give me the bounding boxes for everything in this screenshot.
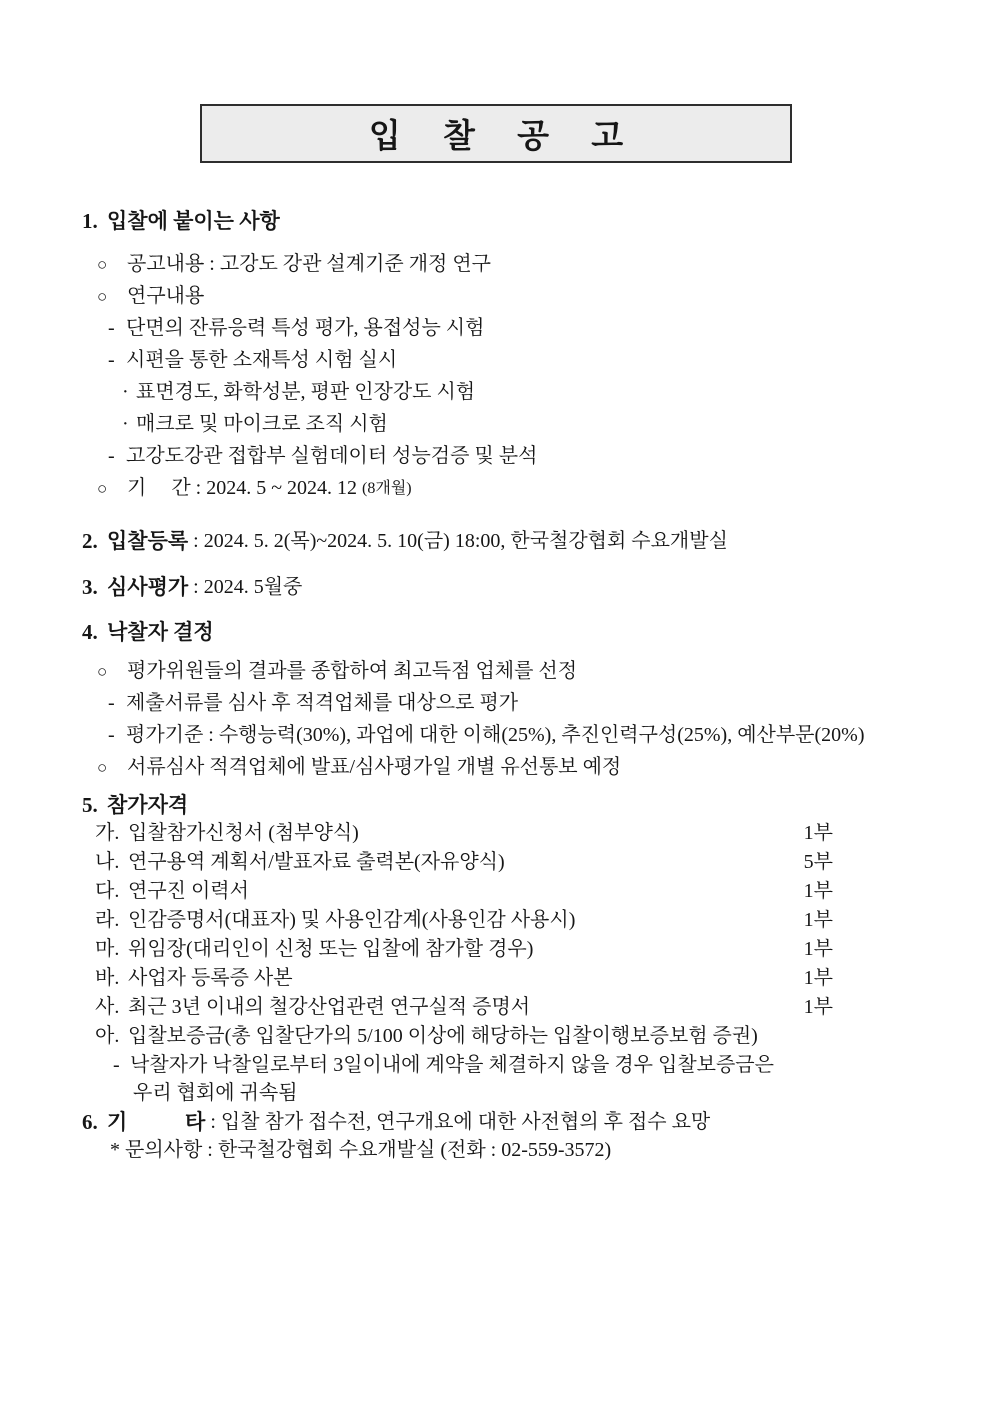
- section-2-number: 2.: [82, 529, 98, 553]
- dash-bullet: -: [108, 445, 115, 467]
- row-copies: 1부: [803, 880, 833, 902]
- list-item: [97, 660, 992, 683]
- section-3-heading: [82, 576, 992, 599]
- list-item: [108, 349, 992, 372]
- row-label: 사.: [95, 996, 120, 1018]
- section-5-title: 참가자격: [107, 793, 189, 817]
- list-item-text: 기 간 : 2024. 5 ~ 2024. 12: [127, 477, 363, 499]
- list-item-text: 단면의 잔류응력 특성 평가, 용접성능 시험: [126, 317, 485, 339]
- dash-bullet: -: [108, 724, 115, 746]
- qualification-row: [95, 938, 992, 961]
- section-2-value: : 2024. 5. 2(목)~2024. 5. 10(금) 18:00, 한국철강협회 수요개발실: [188, 530, 728, 552]
- row-text: 위임장(대리인이 신청 또는 입찰에 참가할 경우): [128, 938, 534, 960]
- list-item-text: 제출서류를 심사 후 적격업체를 대상으로 평가: [126, 692, 519, 714]
- section-3-value: : 2024. 5월중: [188, 576, 303, 598]
- list-item-text: 공고내용 : 고강도 강관 설계기준 개정 연구: [127, 253, 491, 275]
- row-copies: 1부: [803, 909, 833, 931]
- circle-bullet: ○: [97, 662, 108, 681]
- row-copies: 5부: [803, 851, 833, 873]
- section-5-heading: [82, 794, 992, 817]
- row-label: 마.: [95, 938, 120, 960]
- section-6-title: 기 타: [107, 1110, 206, 1134]
- row-text: 인감증명서(대표자) 및 사용인감계(사용인감 사용시): [128, 909, 576, 931]
- circle-bullet: ○: [97, 758, 108, 777]
- row-label: 아.: [95, 1025, 120, 1047]
- list-item: [108, 724, 992, 747]
- list-item: [97, 285, 992, 308]
- list-item-text: 표면경도, 화학성분, 평판 인장강도 시험: [136, 381, 476, 403]
- row-label: 라.: [95, 909, 120, 931]
- section-2-title: 입찰등록: [107, 529, 189, 553]
- list-item: [122, 413, 992, 436]
- circle-bullet: ○: [97, 479, 108, 498]
- row-copies: 1부: [803, 822, 833, 844]
- dash-bullet: -: [113, 1054, 120, 1076]
- list-item: [97, 756, 992, 779]
- dash-bullet: -: [108, 317, 115, 339]
- row-copies: 1부: [803, 938, 833, 960]
- row-label: 나.: [95, 851, 120, 873]
- list-item: [97, 253, 992, 276]
- qualification-row: [95, 967, 992, 990]
- section-3-title: 심사평가: [107, 575, 189, 599]
- row-text: 최근 3년 이내의 철강산업관련 연구실적 증명서: [128, 996, 531, 1018]
- qualification-row: [95, 909, 992, 932]
- section-6-heading: [82, 1111, 992, 1134]
- section-6-number: 6.: [82, 1110, 98, 1134]
- row-copies: [740, 1025, 833, 1048]
- list-item-text: 시편을 통한 소재특성 시험 실시: [126, 349, 398, 371]
- qualification-row: [95, 822, 992, 845]
- section-1-number: 1.: [82, 209, 98, 233]
- qualification-row: [95, 851, 992, 874]
- list-item: [108, 692, 992, 715]
- section-4-number: 4.: [82, 620, 98, 644]
- title-box: [200, 104, 792, 163]
- contact-text: * 문의사항 : 한국철강협회 수요개발실 (전화 : 02-559-3572): [110, 1139, 612, 1161]
- row-label: 다.: [95, 880, 120, 902]
- section-1-heading: [82, 210, 992, 233]
- list-item: [108, 317, 992, 340]
- section-4-title: 낙찰자 결정: [107, 620, 214, 644]
- dot-bullet: ·: [122, 413, 129, 435]
- deposit-forfeit-note-continued: [133, 1082, 992, 1105]
- dash-bullet: -: [108, 349, 115, 371]
- section-1-title: 입찰에 붙이는 사항: [107, 209, 280, 233]
- row-text: 입찰참가신청서 (첨부양식): [128, 822, 359, 844]
- row-text: 연구용역 계획서/발표자료 출력본(자유양식): [128, 851, 505, 873]
- duration-note: (8개월): [362, 480, 412, 497]
- section-6-value: : 입찰 참가 접수전, 연구개요에 대한 사전협의 후 접수 요망: [205, 1111, 711, 1133]
- row-copies: 1부: [803, 967, 833, 989]
- row-text: 연구진 이력서: [128, 880, 249, 902]
- list-item-text: 연구내용: [127, 285, 205, 307]
- list-item-text: 고강도강관 접합부 실험데이터 성능검증 및 분석: [126, 445, 538, 467]
- list-item: [122, 381, 992, 404]
- row-label: 가.: [95, 822, 120, 844]
- section-2-heading: [82, 530, 992, 553]
- circle-bullet: ○: [97, 287, 108, 306]
- list-item-text: 평가기준 : 수행능력(30%), 과업에 대한 이해(25%), 추진인력구성(25%), 예산부문(20%): [126, 724, 865, 746]
- qualification-row: [95, 1025, 992, 1048]
- qualification-row: [95, 880, 992, 903]
- list-item-text: 서류심사 적격업체에 발표/심사평가일 개별 유선통보 예정: [127, 756, 622, 778]
- list-item: [108, 445, 992, 468]
- contact-info: [110, 1139, 992, 1162]
- note-text-line2: 우리 협회에 귀속됨: [133, 1082, 298, 1104]
- row-text: 사업자 등록증 사본: [128, 967, 293, 989]
- row-text: 입찰보증금(총 입찰단가의 5/100 이상에 해당하는 입찰이행보증보험 증권): [128, 1025, 758, 1047]
- section-4-heading: [82, 621, 992, 644]
- row-copies: 1부: [803, 996, 833, 1018]
- list-item: [97, 477, 992, 500]
- note-text-line1: 낙찰자가 낙찰일로부터 3일이내에 계약을 체결하지 않을 경우 입찰보증금은: [130, 1054, 774, 1076]
- dot-bullet: ·: [122, 381, 129, 403]
- section-5-number: 5.: [82, 793, 98, 817]
- page-title: 입 찰 공 고: [368, 119, 641, 155]
- circle-bullet: ○: [97, 255, 108, 274]
- row-label: 바.: [95, 967, 120, 989]
- list-item-text: 매크로 및 마이크로 조직 시험: [136, 413, 388, 435]
- dash-bullet: -: [108, 692, 115, 714]
- qualification-row: [95, 996, 992, 1019]
- section-3-number: 3.: [82, 575, 98, 599]
- list-item-text: 평가위원들의 결과를 종합하여 최고득점 업체를 선정: [127, 660, 578, 682]
- deposit-forfeit-note: [113, 1054, 992, 1077]
